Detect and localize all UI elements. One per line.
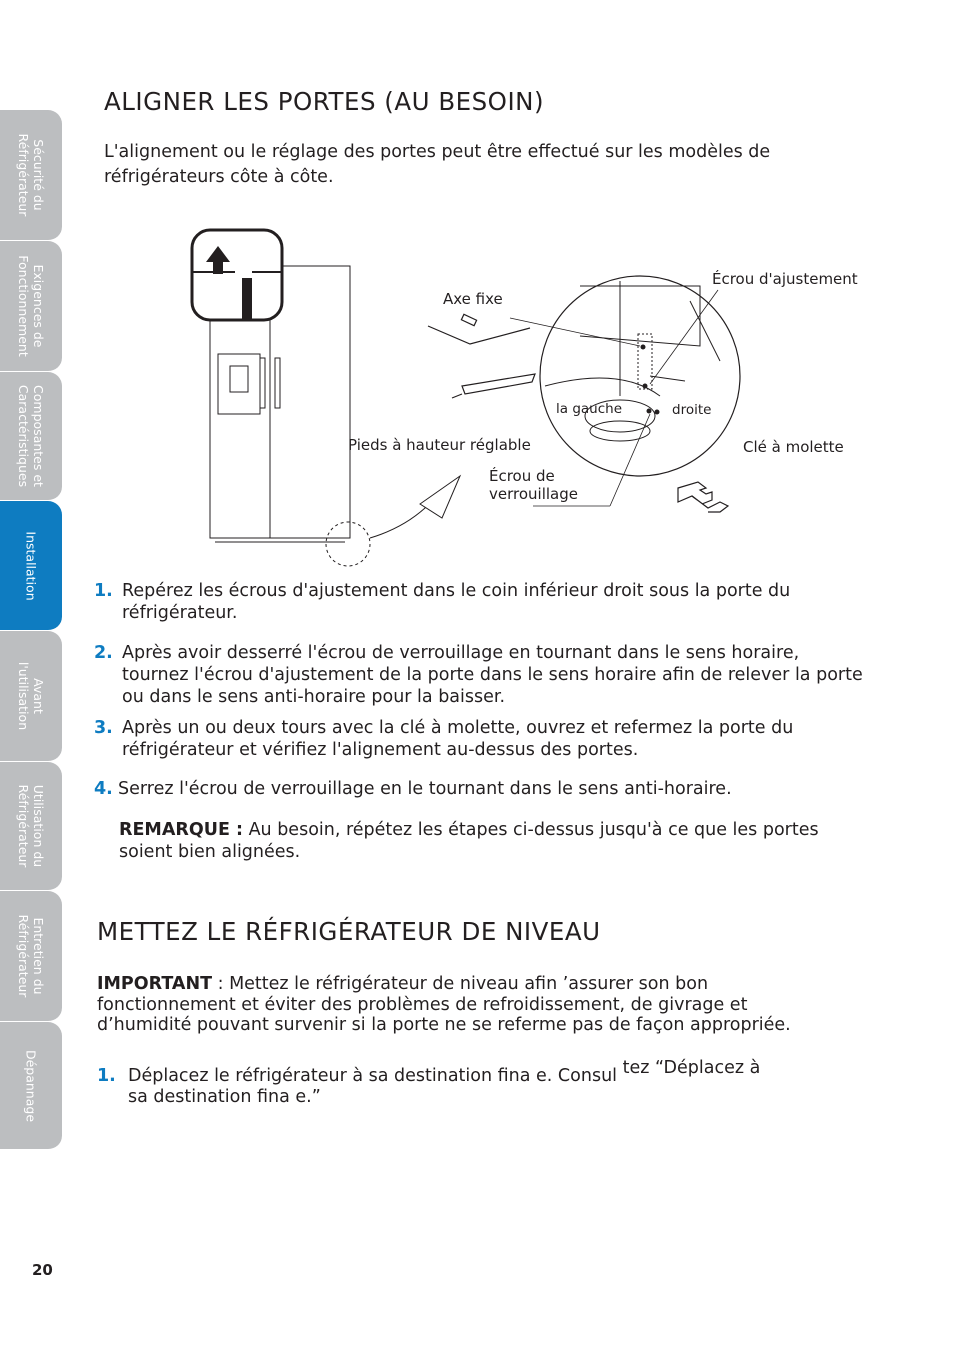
step-text: Serrez l'écrou de verrouillage en le tournant dans le sens anti-horaire. bbox=[118, 779, 732, 799]
step-number: 2. bbox=[94, 643, 113, 663]
tab-exigences[interactable] bbox=[0, 241, 62, 372]
wrench-icon bbox=[678, 482, 728, 512]
level-step-1 bbox=[97, 1058, 877, 1107]
tab-securite[interactable] bbox=[0, 110, 62, 241]
zoom-circle bbox=[326, 522, 370, 566]
section-title-level-fridge: METTEZ LE RÉFRIGÉRATEUR DE NIVEAU bbox=[97, 917, 601, 946]
note-remarque bbox=[119, 819, 839, 863]
step-2 bbox=[94, 642, 864, 708]
tab-label: Entretien du Réfrigérateur bbox=[16, 914, 46, 998]
hinge-plate bbox=[462, 374, 535, 394]
tab-utilisation[interactable] bbox=[0, 762, 62, 891]
tab-avant[interactable] bbox=[0, 631, 62, 762]
label-axe-fixe: Axe fixe bbox=[443, 290, 503, 308]
step-text-part-b: tez “Déplacez à bbox=[622, 1058, 761, 1078]
section-sidebar bbox=[0, 110, 62, 1150]
step-text-part-a: Déplacez le réfrigérateur à sa destination fina e. Consul bbox=[128, 1066, 618, 1086]
step-text: Après un ou deux tours avec la clé à molette, ouvrez et refermez la porte du réfrigérateur et vérifiez l'alignement au-dessus des portes. bbox=[122, 718, 794, 760]
fixed-pin bbox=[428, 326, 530, 344]
tab-label: Composantes et Caractéristiques bbox=[16, 384, 46, 488]
step-1 bbox=[94, 580, 864, 624]
step-number: 1. bbox=[97, 1066, 116, 1086]
step-text: Après avoir desserré l'écrou de verrouillage en tournant dans le sens horaire, tournez l'écrou d'ajustement de la porte dans le sens horaire afin de relever la porte ou dans le sens anti-horaire pour la baisser. bbox=[122, 643, 863, 707]
top-detail-box bbox=[192, 230, 282, 320]
note-text: Au besoin, répétez les étapes ci-dessus jusqu'à ce que les portes soient bien alignées. bbox=[119, 820, 819, 862]
step-number: 4. bbox=[94, 779, 113, 799]
tab-composantes[interactable] bbox=[0, 372, 62, 501]
important-label: IMPORTANT bbox=[97, 974, 213, 994]
step-text-part-c: sa destination fina e.” bbox=[128, 1086, 321, 1107]
step-4 bbox=[94, 778, 864, 800]
important-paragraph bbox=[97, 974, 827, 1036]
label-la-gauche: la gauche bbox=[556, 401, 622, 417]
page-number: 20 bbox=[32, 1261, 53, 1279]
step-number: 1. bbox=[94, 581, 113, 601]
step-text bbox=[97, 1058, 877, 1107]
step-3 bbox=[94, 717, 814, 761]
important-text: : Mettez le réfrigérateur de niveau afin ’assurer son bon fonctionnement et éviter des problèmes de refroidissement, de givrage et d’humidité pouvant survenir si la porte ne se referme pas de façon appropriée. bbox=[97, 974, 791, 1035]
detail-circle bbox=[540, 276, 740, 476]
tab-entretien[interactable] bbox=[0, 891, 62, 1022]
water-dispenser bbox=[218, 354, 260, 414]
label-cle-molette: Clé à molette bbox=[743, 438, 844, 456]
label-pieds-hauteur: Pieds à hauteur réglable bbox=[348, 436, 531, 454]
tab-label: Dépannage bbox=[23, 1049, 39, 1122]
label-ecrou-verrouillage: Écrou de verrouillage bbox=[489, 467, 578, 503]
step-number: 3. bbox=[94, 718, 113, 738]
label-ecrou-ajustement: Écrou d'ajustement bbox=[712, 270, 858, 288]
tab-label: Sécurité du Réfrigérateur bbox=[16, 133, 46, 217]
intro-paragraph: L'alignement ou le réglage des portes peut être effectué sur les modèles de réfrigérateurs côte à côte. bbox=[104, 142, 771, 187]
section-title-align-doors: ALIGNER LES PORTES (AU BESOIN) bbox=[104, 87, 545, 116]
step-text: Repérez les écrous d'ajustement dans le coin inférieur droit sous la porte du réfrigérateur. bbox=[122, 581, 791, 623]
label-droite: droite bbox=[672, 402, 712, 418]
tab-installation[interactable] bbox=[0, 501, 62, 631]
tab-label: Installation bbox=[23, 530, 39, 601]
tab-label: Avant l'utilisation bbox=[16, 661, 46, 731]
tab-depannage[interactable] bbox=[0, 1022, 62, 1150]
tab-label: Exigences de Fonctionnement bbox=[16, 255, 46, 357]
note-label: REMARQUE : bbox=[119, 820, 243, 840]
tab-label: Utilisation du Réfrigérateur bbox=[16, 784, 46, 868]
